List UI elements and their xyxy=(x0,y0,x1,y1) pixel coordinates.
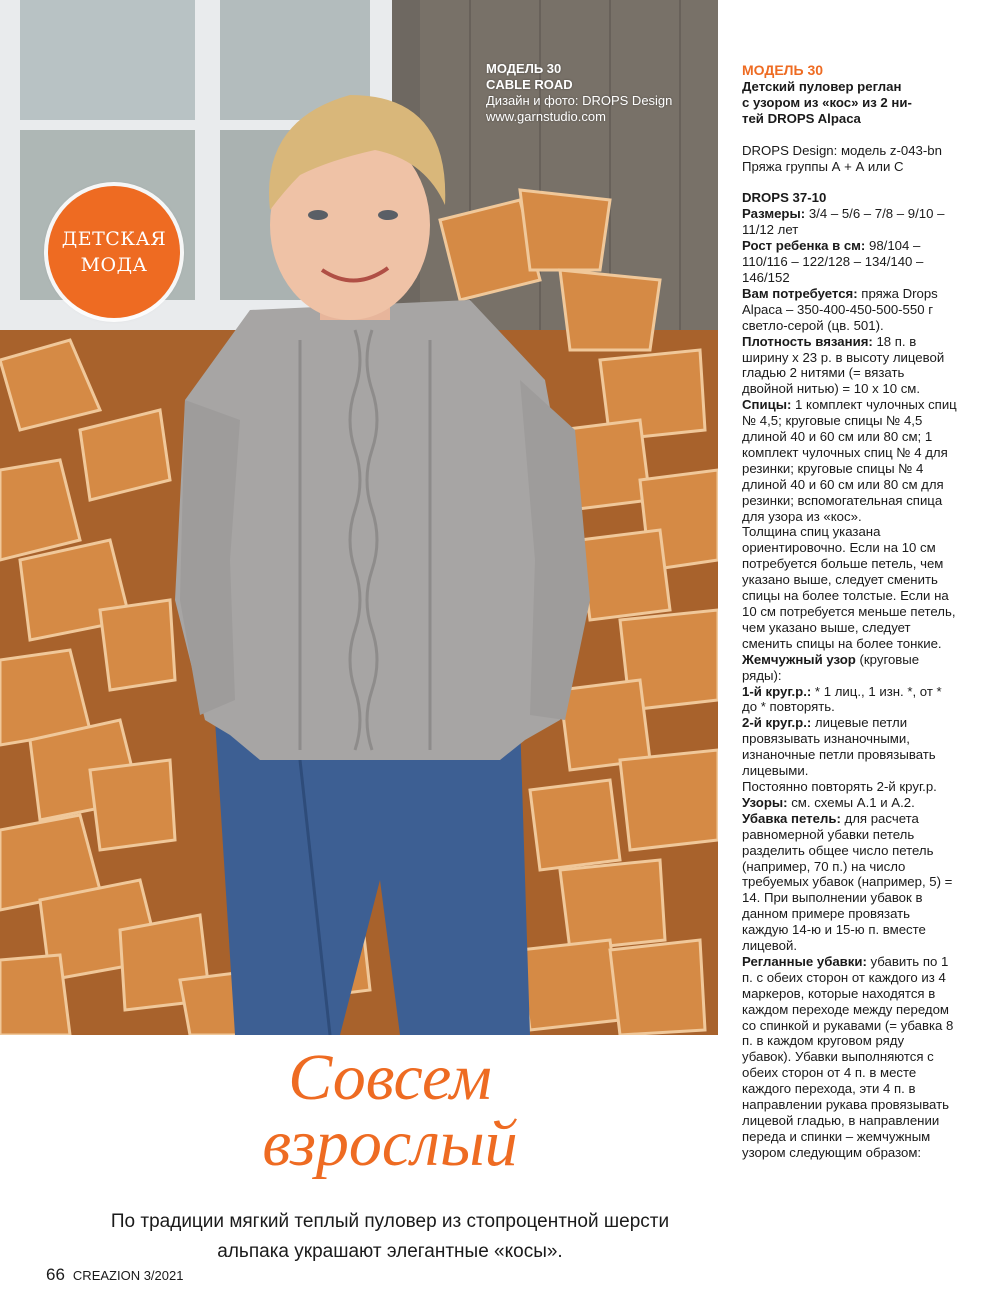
decrease-paragraph: Убавка петель: для расчета равномерной убавки петель разделить общее число петель (например, 70 п.) на число требуемых убавок (например, 5) = 14. При выполнении убавок в данном примере провязать каждую 14-ю и 15-ю п. вместе лицевой. xyxy=(742,810,953,954)
round-1: 1-й круг.р.: * 1 лиц., 1 изн. *, от * до * повторять. xyxy=(742,683,942,715)
pattern-column xyxy=(742,63,957,1161)
folio xyxy=(46,1265,183,1285)
badge-line-2: МОДА xyxy=(80,254,148,276)
model-label: МОДЕЛЬ 30 xyxy=(742,62,824,78)
photo-caption xyxy=(486,61,716,125)
magazine-issue: CREAZION 3/2021 xyxy=(72,1268,184,1283)
caption-url: www.garnstudio.com xyxy=(486,109,606,124)
page-number: 66 xyxy=(46,1265,65,1284)
headline-line-2: взрослый xyxy=(262,1107,518,1180)
yarn-group: Пряжа группы А + А или С xyxy=(742,158,904,174)
headline xyxy=(170,1041,610,1180)
design-line: DROPS Design: модель z-043-bn xyxy=(742,142,942,158)
lead-line-1: По традиции мягкий теплый пуловер из стопроцентной шерсти xyxy=(110,1211,670,1232)
materials-paragraph: Вам потребуется: пряжа Drops Alpaca – 350-400-450-500-550 г светло-серой (цв. 501). xyxy=(742,285,938,333)
pattern-code: DROPS 37-10 xyxy=(742,190,827,206)
needles-paragraph: Спицы: 1 комплект чулочных спиц № 4,5; круговые спицы № 4,5 длиной 40 и 60 см или 80 см; 1 комплект чулочных спиц № 4 для резинки; круговые спицы № 4 длиной 40 и 60 см или 80 см для резинки; вспомогательная спица для узора из «кос». xyxy=(742,397,957,524)
raglan-paragraph: Регланные убавки: убавить по 1 п. с обеих сторон от каждого из 4 маркеров, которые находятся в каждом переходе между передом со спинкой и рукавами (= убавка 8 п. в каждом круговом ряду убавок). Убавки выполняются с обеих сторон от 4 п. в месте каждого перехода, эти 4 п. в направлении рукава провязывать лицевой гладью, в направлении переда и спинки – жемчужным узором следующим образом: xyxy=(742,953,954,1160)
lead-line-2: альпака украшают элегантные «косы». xyxy=(217,1241,563,1262)
badge-line-1: ДЕТСКАЯ xyxy=(61,228,167,250)
height-paragraph: Рост ребенка в см: 98/104 – 110/116 – 122/128 – 134/140 – 146/152 xyxy=(742,238,924,285)
sizes-paragraph: Размеры: 3/4 – 5/6 – 7/8 – 9/10 – 11/12 лет xyxy=(742,206,945,238)
patterns-paragraph: Узоры: см. схемы А.1 и А.2. xyxy=(742,794,915,810)
round-2: 2-й круг.р.: лицевые петли провязывать изнаночными, изнаночные петли провязывать лицевыми. xyxy=(742,715,936,779)
caption-model: МОДЕЛЬ 30 xyxy=(486,61,562,76)
section-badge xyxy=(48,186,180,318)
caption-credit: Дизайн и фото: DROPS Design xyxy=(486,93,673,108)
headline-line-1: Совсем xyxy=(288,1041,492,1114)
lead-paragraph xyxy=(40,1207,740,1267)
caption-name: CABLE ROAD xyxy=(486,77,573,92)
article-title-line-3: тей DROPS Alpaca xyxy=(742,110,861,126)
needles-note: Толщина спиц указана ориентировочно. Если на 10 см потребуется больше петель, чем указано выше, следует сменить спицы на более толстые. Если на 10 см потребуется меньше петель, чем указано выше, следует сменить спицы на более тонкие. xyxy=(742,524,956,651)
repeat-note: Постоянно повторять 2-й круг.р. xyxy=(742,778,937,794)
article-title-line-2: с узором из «кос» из 2 ни- xyxy=(742,94,912,110)
article-title-line-1: Детский пуловер реглан xyxy=(742,78,902,94)
pearl-pattern-heading: Жемчужный узор (круговые ряды): xyxy=(742,651,920,683)
gauge-paragraph: Плотность вязания: 18 п. в ширину х 23 р. в высоту лицевой гладью 2 нитями (= вязать двойной нитью) = 10 х 10 см. xyxy=(742,333,945,397)
